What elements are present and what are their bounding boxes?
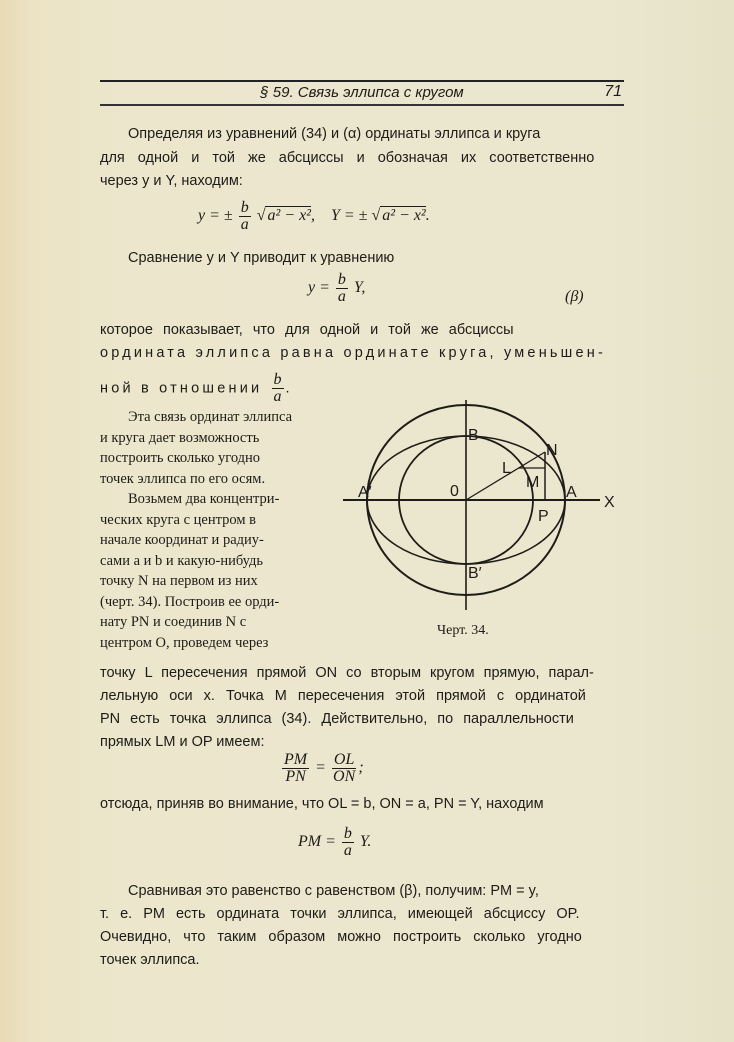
column-line: начале координат и радиу- <box>100 532 264 548</box>
label-P: P <box>538 508 549 525</box>
paragraph-3-line-2: ордината эллипса равна ординате круга, уменьшен- <box>100 345 606 361</box>
label-M: M <box>526 474 540 491</box>
equation-1: y = ± $\frac{b}{a}$ √ a² − x², Y = ± √ a² − x². <box>198 199 430 233</box>
equation-ratio: $\frac{PM}{PN}$ = $\frac{OL}{ON}$ ; <box>284 751 364 785</box>
paragraph-1-line-1: Определяя из уравнений (34) и (α) ординаты эллипса и круга <box>128 126 541 142</box>
paragraph-6-line-2: т. е. PM есть ордината точки эллипса, имеющей абсциссу OP. <box>100 906 580 922</box>
column-line: Возьмем два концентри- <box>128 491 280 507</box>
paragraph-6-line-4: точек эллипса. <box>100 952 200 968</box>
header-rule-top <box>100 80 624 82</box>
paragraph-3-line-3: ной в отношении $\frac{b}{a}$ . <box>100 371 293 405</box>
label-B: B <box>468 427 479 444</box>
label-A: A <box>566 484 577 501</box>
column-line: точку N на первом из них <box>100 573 258 589</box>
label-O: 0 <box>450 483 459 500</box>
label-B-prime: B′ <box>468 565 482 582</box>
column-line: построить сколько угодно <box>100 450 261 466</box>
paragraph-1-line-3: через y и Y, находим: <box>100 173 243 189</box>
label-A-prime: A′ <box>358 484 372 501</box>
page-number: 71 <box>604 83 622 100</box>
column-line: ческих круга с центром в <box>100 511 256 528</box>
paragraph-4-line-3: PN есть точка эллипса (34). Действительно, по параллельности <box>100 711 574 727</box>
column-text <box>100 407 300 653</box>
column-line: центром O, проведем через <box>100 634 269 651</box>
column-line: и круга дает возможность <box>100 429 260 446</box>
column-line: точек эллипса по его осям. <box>100 470 266 487</box>
paragraph-5: отсюда, приняв во внимание, что OL = b, ON = a, PN = Y, находим <box>100 796 544 812</box>
ellipse-circle-diagram <box>330 395 630 625</box>
column-line: нату PN и соединив N с <box>100 614 247 630</box>
equation-beta: y = $\frac{b}{a}$ Y, <box>308 271 366 305</box>
label-L: L <box>502 460 511 477</box>
equation-beta-label: (β) <box>565 288 584 305</box>
paragraph-4-line-4: прямых LM и OP имеем: <box>100 734 265 750</box>
paragraph-2: Сравнение y и Y приводит к уравнению <box>128 250 395 266</box>
column-line: (черт. 34). Построив ее орди- <box>100 593 280 610</box>
paragraph-6-line-3: Очевидно, что таким образом можно построить сколько угодно <box>100 929 582 945</box>
header-rule-bottom <box>100 104 624 106</box>
label-X: X <box>604 494 615 511</box>
paragraph-4-line-1: точку L пересечения прямой ON со вторым кругом прямую, парал- <box>100 665 594 681</box>
section-title: § 59. Связь эллипса с кругом <box>260 84 464 101</box>
column-line: Эта связь ординат эллипса <box>128 409 293 425</box>
equation-pm: PM = $\frac{b}{a}$ Y. <box>298 825 372 859</box>
paragraph-4-line-2: лельную оси x. Точка M пересечения этой прямой с ординатой <box>100 688 586 704</box>
paragraph-6-line-1: Сравнивая это равенство с равенством (β), получим: PM = y, <box>128 883 539 899</box>
column-line: сами a и b и какую-нибудь <box>100 552 263 569</box>
paragraph-1-line-2: для одной и той же абсциссы и обозначая их соответственно <box>100 150 595 166</box>
paragraph-3-line-1: которое показывает, что для одной и той же абсциссы <box>100 322 514 338</box>
figure-caption: Черт. 34. <box>437 623 489 638</box>
label-N: N <box>546 442 558 459</box>
